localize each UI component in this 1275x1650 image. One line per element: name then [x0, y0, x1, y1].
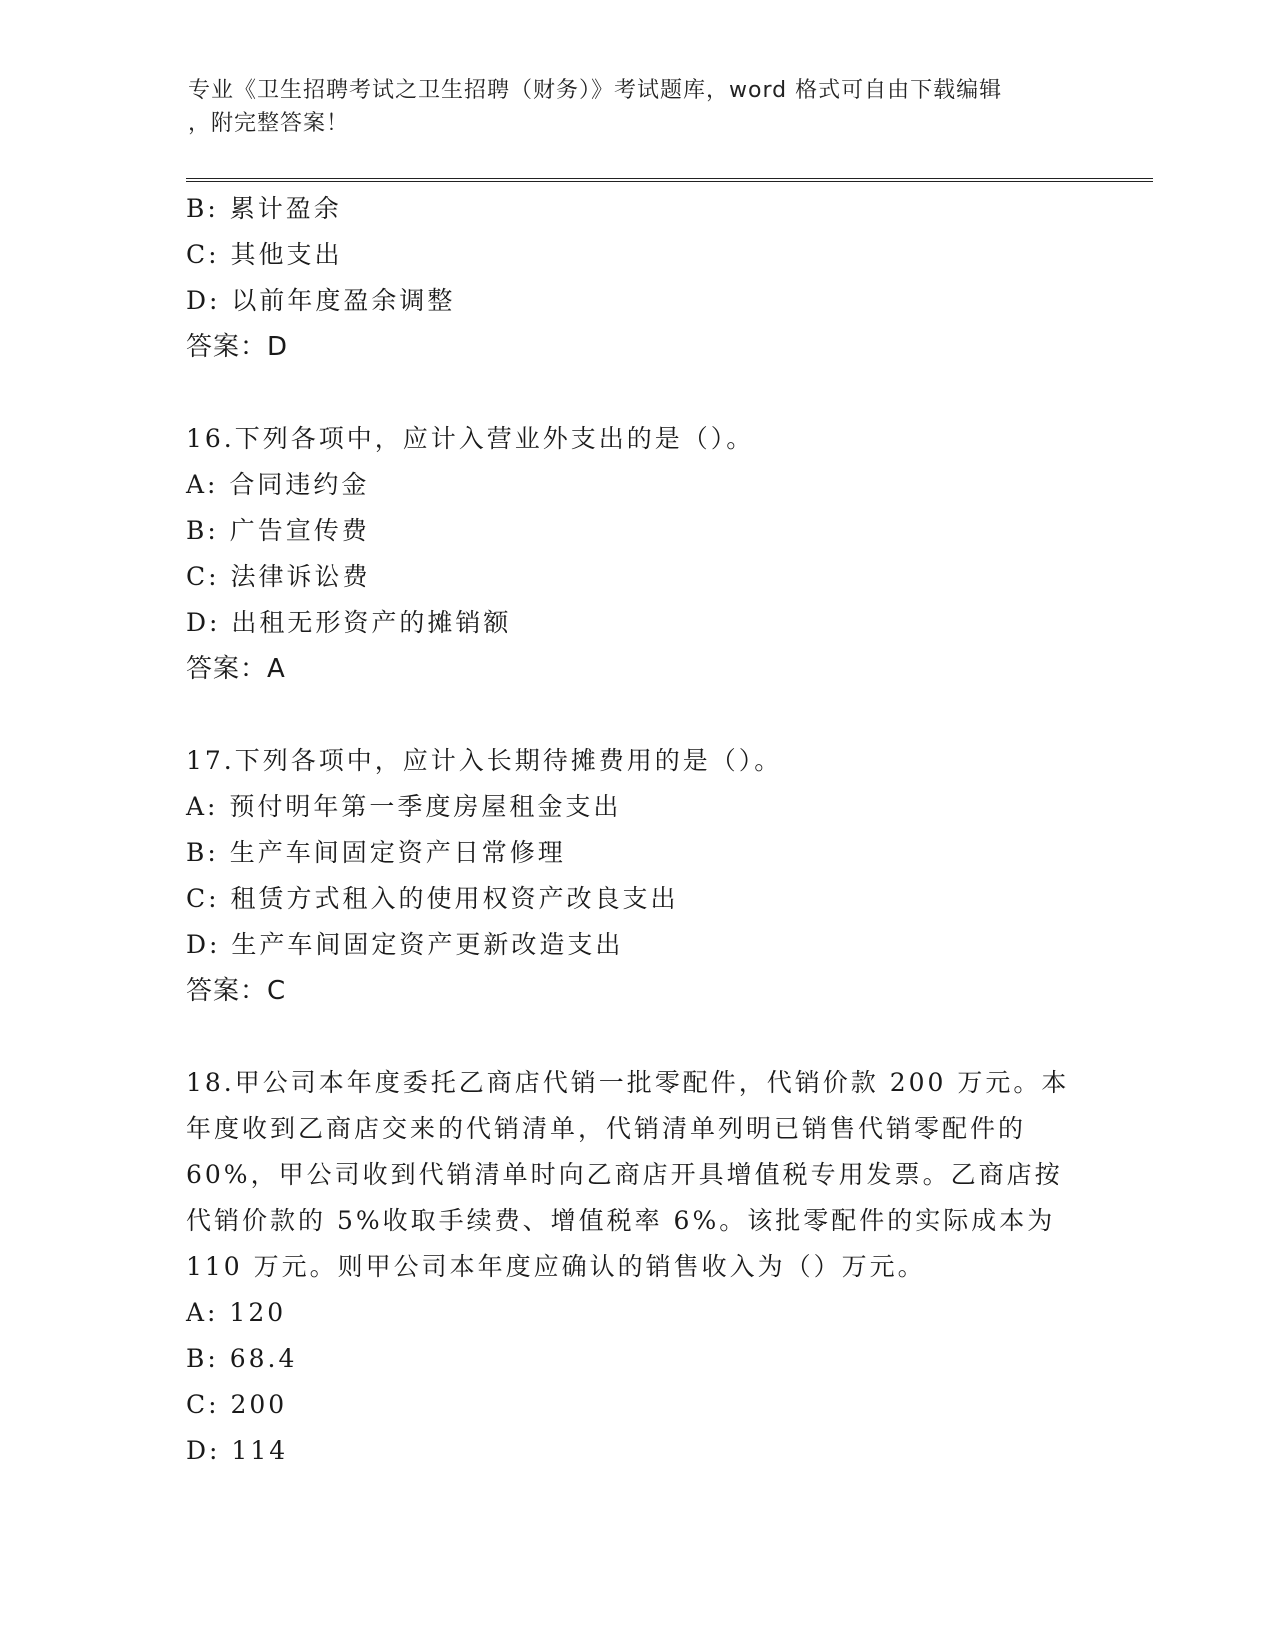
option-a: A: 预付明年第一季度房屋租金支出 — [186, 792, 622, 821]
question-text-line-3: 60%，甲公司收到代销清单时向乙商店开具增值税专用发票。乙商店按 — [186, 1160, 1063, 1189]
option-b: B: 68.4 — [186, 1344, 298, 1373]
question-17 — [186, 738, 1086, 1014]
answer: 答案：D — [186, 332, 289, 362]
document-body — [186, 186, 1086, 1474]
option-b: B: 累计盈余 — [186, 194, 342, 223]
header-line-2: ，附完整答案！ — [188, 111, 350, 136]
option-a: A: 合同违约金 — [186, 470, 370, 499]
option-b: B: 广告宣传费 — [186, 516, 370, 545]
question-prev — [186, 186, 1086, 370]
option-c: C: 租赁方式租入的使用权资产改良支出 — [186, 884, 679, 913]
document-header — [188, 74, 1088, 140]
header-line-1: 专业《卫生招聘考试之卫生招聘（财务）》考试题库，word 格式可自由下载编辑 — [188, 78, 1003, 103]
option-d: D: 114 — [186, 1436, 289, 1465]
spacer — [186, 1014, 1086, 1060]
question-text-line-5: 110 万元。则甲公司本年度应确认的销售收入为（）万元。 — [186, 1252, 926, 1281]
question-text-line-2: 年度收到乙商店交来的代销清单，代销清单列明已销售代销零配件的 — [186, 1114, 1027, 1143]
question-16 — [186, 416, 1086, 692]
spacer — [186, 692, 1086, 738]
spacer — [186, 370, 1086, 416]
answer: 答案：C — [186, 976, 287, 1006]
option-c: C: 法律诉讼费 — [186, 562, 371, 591]
question-text-line-1: 18.甲公司本年度委托乙商店代销一批零配件，代销价款 200 万元。本 — [186, 1068, 1070, 1097]
option-d: D: 生产车间固定资产更新改造支出 — [186, 930, 624, 959]
answer: 答案：A — [186, 654, 286, 684]
header-divider — [186, 178, 1153, 182]
option-c: C: 其他支出 — [186, 240, 343, 269]
option-c: C: 200 — [186, 1390, 288, 1419]
option-d: D: 以前年度盈余调整 — [186, 286, 456, 315]
option-d: D: 出租无形资产的摊销额 — [186, 608, 512, 637]
option-a: A: 120 — [186, 1298, 287, 1327]
question-text: 17.下列各项中，应计入长期待摊费用的是（）。 — [186, 746, 783, 775]
question-text: 16.下列各项中，应计入营业外支出的是（）。 — [186, 424, 755, 453]
question-18 — [186, 1060, 1086, 1474]
option-b: B: 生产车间固定资产日常修理 — [186, 838, 566, 867]
question-text-line-4: 代销价款的 5%收取手续费、增值税率 6%。该批零配件的实际成本为 — [186, 1206, 1056, 1235]
